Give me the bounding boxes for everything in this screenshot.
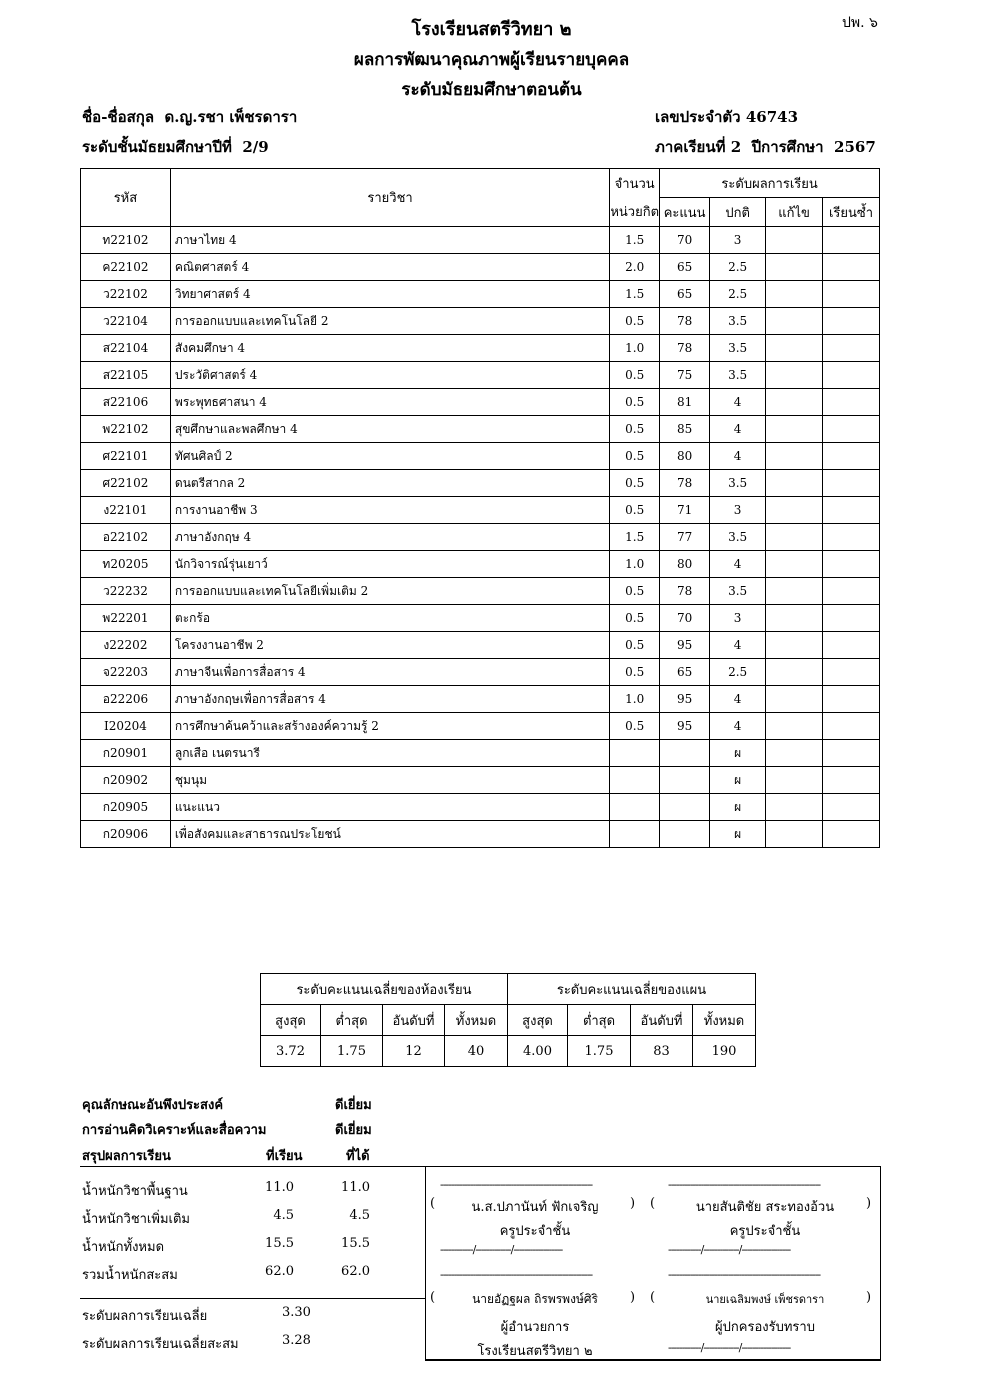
- grade-row: [81, 254, 880, 281]
- sign-line-parent: --------------------------------------------------------: [668, 1268, 821, 1281]
- grade-code: จ22203: [81, 659, 171, 686]
- grade-code: อ22102: [81, 524, 171, 551]
- grade-repeat: [823, 632, 880, 659]
- grade-score: 95: [660, 632, 710, 659]
- grade-subject: ภาษาจีนเพื่อการสื่อสาร 4: [170, 659, 609, 686]
- report-title: ผลการพัฒนาคุณภาพผู้เรียนรายบุคคล: [353, 50, 630, 70]
- grade-row: [81, 605, 880, 632]
- grade-row: [81, 659, 880, 686]
- grade-normal: 2.5: [710, 254, 766, 281]
- grade-row: [81, 767, 880, 794]
- grade-repeat: [823, 605, 880, 632]
- grade-subject: ทัศนศิลป์ 2: [170, 443, 609, 470]
- grade-units: [610, 740, 660, 767]
- grade-subject: ภาษาไทย 4: [170, 227, 609, 254]
- grade-units: 0.5: [610, 470, 660, 497]
- trait-label: คุณลักษณะอันพึงประสงค์: [82, 1098, 224, 1113]
- grade-subject: การออกแบบและเทคโนโลยีเพิ่มเติม 2: [170, 578, 609, 605]
- grade-row: [81, 578, 880, 605]
- grade-score: 70: [660, 605, 710, 632]
- grade-score: 78: [660, 578, 710, 605]
- director-name: นายอัฏฐผล ถิรพรพงษ์ศิริ: [472, 1292, 598, 1306]
- grade-code: ศ22102: [81, 470, 171, 497]
- grade-subject: สุขศึกษาและพลศึกษา 4: [170, 416, 609, 443]
- grade-score: [660, 767, 710, 794]
- grade-score: 85: [660, 416, 710, 443]
- grade-row: [81, 416, 880, 443]
- gpa-label: ระดับผลการเรียนเฉลี่ย: [82, 1309, 208, 1324]
- grade-row: [81, 362, 880, 389]
- grade-row: [81, 713, 880, 740]
- average-col-header: ทั้งหมด: [445, 1005, 508, 1036]
- grade-repeat: [823, 308, 880, 335]
- grade-repeat: [823, 497, 880, 524]
- grade-normal: 3: [710, 497, 766, 524]
- grade-row: [81, 281, 880, 308]
- sign-line-teacher1: --------------------------------------------------------: [440, 1178, 593, 1191]
- grade-row: [81, 443, 880, 470]
- grade-fix: [766, 308, 823, 335]
- grade-fix: [766, 470, 823, 497]
- director-school: โรงเรียนสตรีวิทยา ๒: [477, 1344, 593, 1359]
- grade-repeat: [823, 524, 880, 551]
- date-line-teacher1: ------------/-------------/------------------: [440, 1243, 563, 1256]
- summary-row-earned: 11.0: [341, 1180, 370, 1195]
- grade-repeat: [823, 281, 880, 308]
- header-score: คะแนน: [660, 198, 710, 227]
- class-value: 2/9: [242, 138, 269, 156]
- grade-normal: 3.5: [710, 362, 766, 389]
- grade-subject: ตะกร้อ: [170, 605, 609, 632]
- header-normal: ปกติ: [710, 198, 766, 227]
- grade-fix: [766, 362, 823, 389]
- grade-code: ส22104: [81, 335, 171, 362]
- grade-subject: การออกแบบและเทคโนโลยี 2: [170, 308, 609, 335]
- grade-code: ก20901: [81, 740, 171, 767]
- grade-code: ส22106: [81, 389, 171, 416]
- teacher2-name: นายสันติชัย สระทองอ้วน: [695, 1200, 835, 1215]
- date-line-parent: ------------/-------------/------------------: [668, 1341, 791, 1354]
- student-id-line: [655, 105, 798, 129]
- summary-row-earned: 4.5: [349, 1208, 370, 1223]
- grade-score: 78: [660, 470, 710, 497]
- grade-normal: 4: [710, 632, 766, 659]
- grade-subject: ดนตรีสากล 2: [170, 470, 609, 497]
- grade-normal: 2.5: [710, 659, 766, 686]
- cum-gpa-value: 3.28: [282, 1333, 311, 1348]
- average-value: 12: [383, 1036, 445, 1067]
- average-value: 4.00: [508, 1036, 568, 1067]
- grade-score: 80: [660, 551, 710, 578]
- term-line: [655, 135, 876, 159]
- grade-code: ศ22101: [81, 443, 171, 470]
- form-code: ปพ. ๖: [842, 15, 878, 31]
- grade-units: 1.0: [610, 686, 660, 713]
- average-col-header: อันดับที่: [383, 1005, 445, 1036]
- grade-code: ว22104: [81, 308, 171, 335]
- grade-subject: เพื่อสังคมและสาธารณประโยชน์: [170, 821, 609, 848]
- col-earned: ที่ได้: [346, 1149, 370, 1164]
- grade-code: ท22102: [81, 227, 171, 254]
- grade-subject: แนะแนว: [170, 794, 609, 821]
- grade-units: 0.5: [610, 443, 660, 470]
- grade-fix: [766, 389, 823, 416]
- grade-repeat: [823, 821, 880, 848]
- grade-repeat: [823, 362, 880, 389]
- teacher1-role: ครูประจำชั้น: [499, 1224, 571, 1239]
- grade-normal: ผ: [710, 767, 766, 794]
- grade-fix: [766, 821, 823, 848]
- grade-units: 1.0: [610, 335, 660, 362]
- sign-line-teacher2: --------------------------------------------------------: [668, 1178, 821, 1191]
- grade-normal: 4: [710, 416, 766, 443]
- header-units-top: จำนวน: [610, 169, 660, 198]
- grade-row: [81, 389, 880, 416]
- reading-label: การอ่านคิดวิเคราะห์และสื่อความ: [82, 1123, 267, 1138]
- grade-row: [81, 497, 880, 524]
- id-label: เลขประจำตัว: [655, 108, 741, 126]
- grade-code: ก20905: [81, 794, 171, 821]
- class-line: [82, 135, 269, 159]
- grade-normal: 4: [710, 713, 766, 740]
- grade-code: ท20205: [81, 551, 171, 578]
- grade-normal: ผ: [710, 821, 766, 848]
- grade-fix: [766, 335, 823, 362]
- grade-units: 0.5: [610, 389, 660, 416]
- result-label: สรุปผลการเรียน: [82, 1149, 171, 1164]
- grade-fix: [766, 416, 823, 443]
- average-value: 83: [631, 1036, 693, 1067]
- trait-value: ดีเยี่ยม: [335, 1098, 372, 1113]
- grade-code: อ22206: [81, 686, 171, 713]
- col-studied: ที่เรียน: [266, 1149, 303, 1164]
- grade-units: 1.0: [610, 551, 660, 578]
- grade-row: [81, 308, 880, 335]
- student-id: 46743: [745, 108, 799, 126]
- grade-normal: ผ: [710, 740, 766, 767]
- year-value: 2567: [834, 138, 876, 156]
- average-value: 1.75: [321, 1036, 383, 1067]
- grade-units: 0.5: [610, 578, 660, 605]
- header-units-bottom: หน่วยกิต: [610, 198, 660, 227]
- grade-subject: ประวัติศาสตร์ 4: [170, 362, 609, 389]
- grade-code: ง22202: [81, 632, 171, 659]
- parent-role: ผู้ปกครองรับทราบ: [715, 1320, 815, 1335]
- grade-repeat: [823, 470, 880, 497]
- grade-score: 70: [660, 227, 710, 254]
- grade-score: [660, 821, 710, 848]
- grade-score: 95: [660, 713, 710, 740]
- grade-score: 65: [660, 254, 710, 281]
- parent-name: นายเฉลิมพงษ์ เพ็ชรดารา: [705, 1293, 825, 1306]
- grade-fix: [766, 227, 823, 254]
- grade-units: 0.5: [610, 632, 660, 659]
- grade-normal: 3.5: [710, 524, 766, 551]
- average-col-header: ทั้งหมด: [693, 1005, 756, 1036]
- grade-score: [660, 740, 710, 767]
- grade-score: 71: [660, 497, 710, 524]
- plan-average-header: ระดับคะแนนเฉลี่ยของแผน: [508, 974, 756, 1005]
- grade-repeat: [823, 767, 880, 794]
- average-table: [260, 973, 756, 1067]
- teacher1-name: น.ส.ปภานันท์ ฟักเจริญ: [471, 1200, 599, 1215]
- grade-row: [81, 740, 880, 767]
- header-code: รหัส: [81, 169, 171, 227]
- grade-score: 75: [660, 362, 710, 389]
- grade-normal: 4: [710, 686, 766, 713]
- grade-normal: 4: [710, 443, 766, 470]
- summary-row-earned: 62.0: [341, 1264, 370, 1279]
- cum-gpa-label: ระดับผลการเรียนเฉลี่ยสะสม: [82, 1337, 239, 1352]
- grade-units: 1.5: [610, 524, 660, 551]
- average-col-header: สูงสุด: [261, 1005, 321, 1036]
- grade-code: ก20902: [81, 767, 171, 794]
- grade-repeat: [823, 443, 880, 470]
- grade-units: 0.5: [610, 497, 660, 524]
- grade-units: [610, 794, 660, 821]
- teacher2-role: ครูประจำชั้น: [729, 1224, 801, 1239]
- grade-normal: ผ: [710, 794, 766, 821]
- grade-fix: [766, 281, 823, 308]
- reading-value: ดีเยี่ยม: [335, 1123, 372, 1138]
- grade-subject: นักวิจารณ์รุ่นเยาว์: [170, 551, 609, 578]
- grade-units: 2.0: [610, 254, 660, 281]
- grade-score: 65: [660, 281, 710, 308]
- date-line-teacher2: ------------/-------------/------------------: [668, 1243, 791, 1256]
- grade-subject: ภาษาอังกฤษเพื่อการสื่อสาร 4: [170, 686, 609, 713]
- student-name-line: [82, 105, 297, 129]
- grade-repeat: [823, 551, 880, 578]
- grade-subject: ชุมนุม: [170, 767, 609, 794]
- grade-normal: 3.5: [710, 335, 766, 362]
- grade-row: [81, 632, 880, 659]
- grade-code: ง22101: [81, 497, 171, 524]
- grade-code: ว22102: [81, 281, 171, 308]
- term-value: 2: [730, 138, 742, 156]
- level-title: ระดับมัธยมศึกษาตอนต้น: [401, 80, 582, 100]
- grade-fix: [766, 767, 823, 794]
- grade-repeat: [823, 659, 880, 686]
- grade-subject: การงานอาชีพ 3: [170, 497, 609, 524]
- grade-units: 0.5: [610, 659, 660, 686]
- grade-fix: [766, 254, 823, 281]
- grade-fix: [766, 524, 823, 551]
- grade-score: 78: [660, 335, 710, 362]
- grade-code: ก20906: [81, 821, 171, 848]
- grade-row: [81, 551, 880, 578]
- grade-score: 78: [660, 308, 710, 335]
- grade-fix: [766, 443, 823, 470]
- grade-fix: [766, 497, 823, 524]
- grade-fix: [766, 632, 823, 659]
- header-result-group: ระดับผลการเรียน: [660, 169, 880, 198]
- grade-score: [660, 794, 710, 821]
- header-repeat: เรียนซ้ำ: [823, 198, 880, 227]
- grade-row: [81, 821, 880, 848]
- average-value: 40: [445, 1036, 508, 1067]
- grade-normal: 3: [710, 227, 766, 254]
- summary-row-earned: 15.5: [341, 1236, 370, 1251]
- grade-row: [81, 794, 880, 821]
- grade-subject: คณิตศาสตร์ 4: [170, 254, 609, 281]
- grade-fix: [766, 551, 823, 578]
- student-name: ด.ญ.รชา เพ็ชรดารา: [164, 108, 298, 126]
- header-fix: แก้ไข: [766, 198, 823, 227]
- grade-normal: 3.5: [710, 470, 766, 497]
- grade-repeat: [823, 227, 880, 254]
- grade-normal: 4: [710, 389, 766, 416]
- summary-row-label: รวมน้ำหนักสะสม: [82, 1268, 178, 1283]
- grade-score: 65: [660, 659, 710, 686]
- grade-fix: [766, 740, 823, 767]
- grade-fix: [766, 659, 823, 686]
- class-average-header: ระดับคะแนนเฉลี่ยของห้องเรียน: [261, 974, 508, 1005]
- grade-units: 0.5: [610, 713, 660, 740]
- grade-subject: ลูกเสือ เนตรนารี: [170, 740, 609, 767]
- sign-line-director: --------------------------------------------------------: [440, 1268, 593, 1281]
- grade-normal: 3.5: [710, 578, 766, 605]
- grade-units: 0.5: [610, 416, 660, 443]
- grade-subject: ภาษาอังกฤษ 4: [170, 524, 609, 551]
- grade-code: ค22102: [81, 254, 171, 281]
- grade-repeat: [823, 416, 880, 443]
- grade-repeat: [823, 686, 880, 713]
- average-col-header: อันดับที่: [631, 1005, 693, 1036]
- grade-units: 0.5: [610, 362, 660, 389]
- name-label: ชื่อ-ชื่อสกุล: [82, 108, 155, 126]
- summary-row-studied: 11.0: [265, 1180, 294, 1195]
- grade-code: พ22102: [81, 416, 171, 443]
- grade-units: 1.5: [610, 281, 660, 308]
- grade-repeat: [823, 335, 880, 362]
- grade-fix: [766, 794, 823, 821]
- grade-fix: [766, 686, 823, 713]
- header-subject: รายวิชา: [170, 169, 609, 227]
- summary-row-label: น้ำหนักวิชาเพิ่มเติม: [82, 1212, 190, 1227]
- year-label: ปีการศึกษา: [751, 138, 824, 156]
- grade-units: [610, 821, 660, 848]
- grades-table: [80, 168, 880, 848]
- summary-row-studied: 62.0: [265, 1264, 294, 1279]
- average-value: 190: [693, 1036, 756, 1067]
- grade-units: [610, 767, 660, 794]
- grade-score: 77: [660, 524, 710, 551]
- gpa-divider: [80, 1298, 425, 1299]
- grade-subject: การศึกษาค้นคว้าและสร้างองค์ความรู้ 2: [170, 713, 609, 740]
- grade-normal: 3.5: [710, 308, 766, 335]
- grade-repeat: [823, 794, 880, 821]
- grade-code: I20204: [81, 713, 171, 740]
- grade-units: 0.5: [610, 605, 660, 632]
- average-value: 1.75: [568, 1036, 631, 1067]
- grade-score: 81: [660, 389, 710, 416]
- school-name: โรงเรียนสตรีวิทยา ๒: [411, 19, 572, 40]
- grade-row: [81, 686, 880, 713]
- summary-row-studied: 4.5: [273, 1208, 294, 1223]
- grade-code: พ22201: [81, 605, 171, 632]
- grade-row: [81, 227, 880, 254]
- grade-subject: สังคมศึกษา 4: [170, 335, 609, 362]
- average-value: 3.72: [261, 1036, 321, 1067]
- grade-score: 95: [660, 686, 710, 713]
- grade-fix: [766, 578, 823, 605]
- grade-row: [81, 335, 880, 362]
- grade-score: 80: [660, 443, 710, 470]
- grade-fix: [766, 713, 823, 740]
- grade-code: ว22232: [81, 578, 171, 605]
- average-col-header: ต่ำสุด: [321, 1005, 383, 1036]
- grade-code: ส22105: [81, 362, 171, 389]
- grade-subject: วิทยาศาสตร์ 4: [170, 281, 609, 308]
- director-role: ผู้อำนวยการ: [500, 1320, 570, 1335]
- grade-subject: พระพุทธศาสนา 4: [170, 389, 609, 416]
- grade-units: 0.5: [610, 308, 660, 335]
- average-col-header: ต่ำสุด: [568, 1005, 631, 1036]
- gpa-value: 3.30: [282, 1305, 311, 1320]
- term-label: ภาคเรียนที่: [655, 138, 726, 156]
- grade-row: [81, 470, 880, 497]
- grade-subject: โครงงานอาชีพ 2: [170, 632, 609, 659]
- summary-row-label: น้ำหนักวิชาพื้นฐาน: [82, 1184, 188, 1199]
- grade-fix: [766, 605, 823, 632]
- summary-row-studied: 15.5: [265, 1236, 294, 1251]
- grade-normal: 3: [710, 605, 766, 632]
- grade-repeat: [823, 713, 880, 740]
- grade-repeat: [823, 578, 880, 605]
- class-label: ระดับชั้นมัธยมศึกษาปีที่: [82, 138, 232, 156]
- grade-units: 1.5: [610, 227, 660, 254]
- grade-repeat: [823, 254, 880, 281]
- grade-normal: 4: [710, 551, 766, 578]
- grade-row: [81, 524, 880, 551]
- grade-repeat: [823, 389, 880, 416]
- grade-repeat: [823, 740, 880, 767]
- grade-normal: 2.5: [710, 281, 766, 308]
- average-col-header: สูงสุด: [508, 1005, 568, 1036]
- summary-row-label: น้ำหนักทั้งหมด: [82, 1240, 165, 1255]
